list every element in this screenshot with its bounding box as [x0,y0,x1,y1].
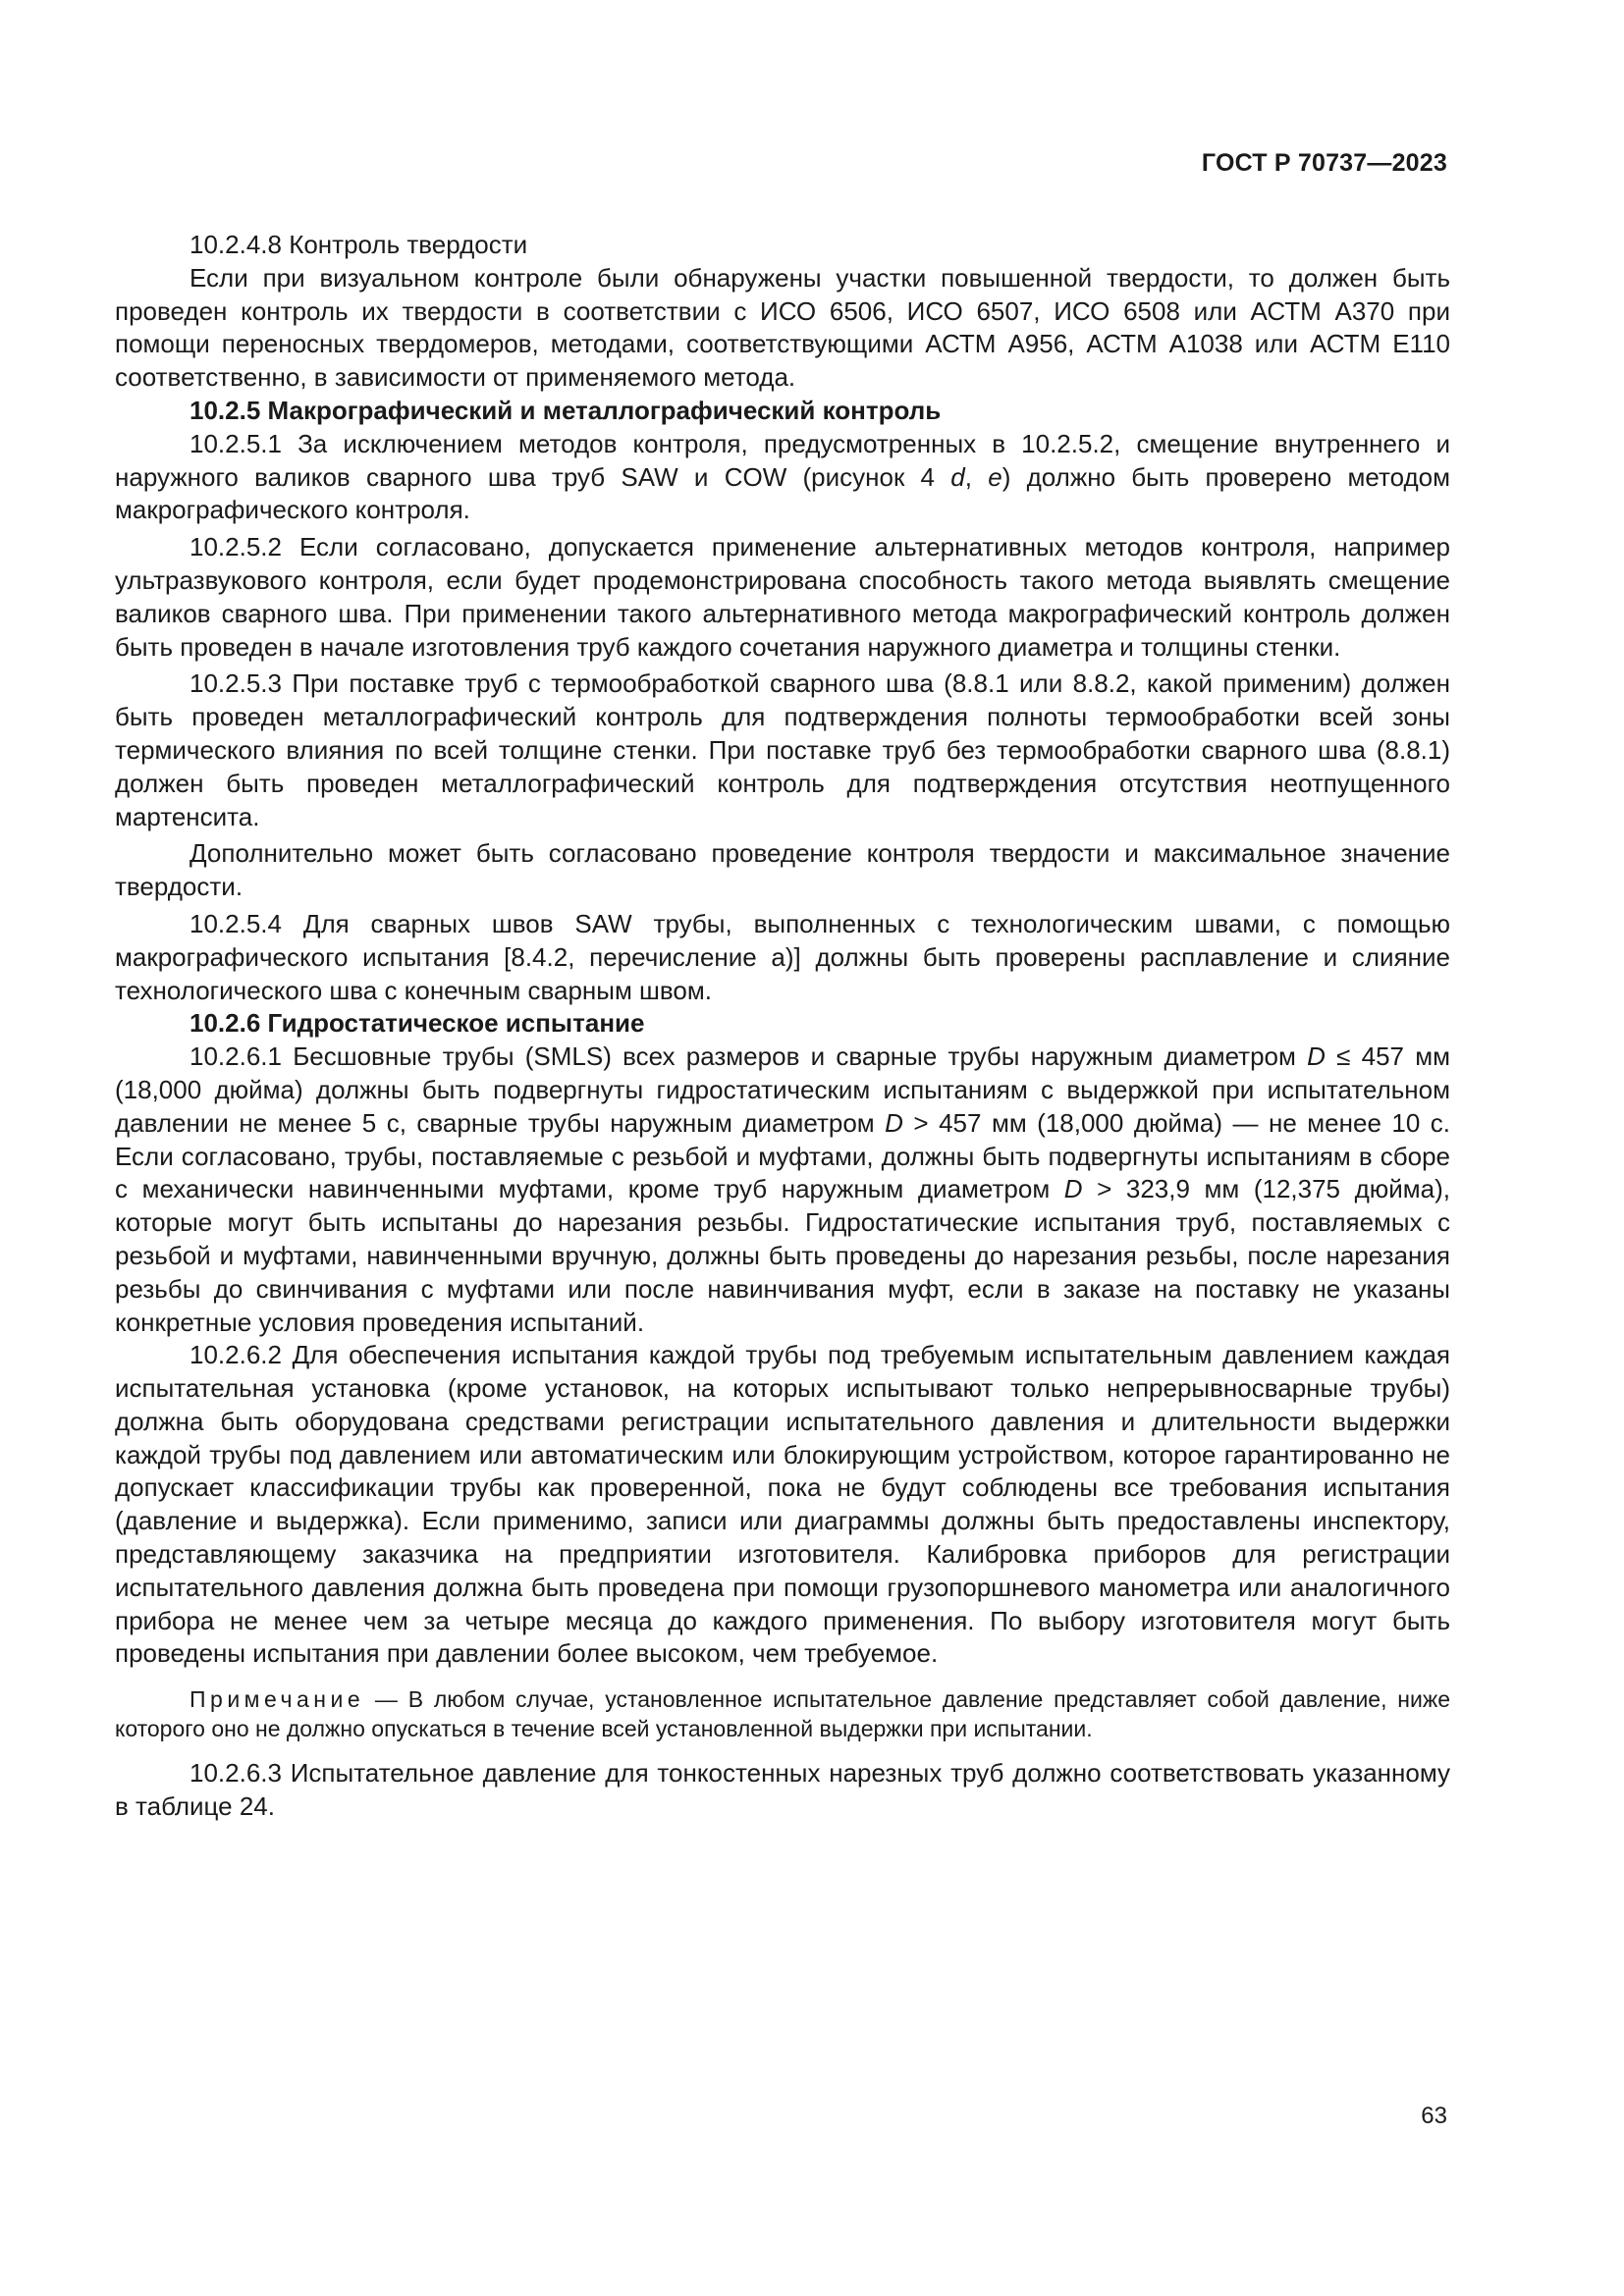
clause-text: , [964,461,989,492]
clause-10-2-6-1 [115,1041,1450,1339]
clause-text: > 457 мм (18,000 дюйма) — не менее 10 с. Если согласовано, трубы, поставляемые с резьбой и муфтами, должны быть подвергнуты испытаниям в сборе с механически навинченными муфтами, кроме труб наружным диаметром [115,1107,1451,1204]
clause-text: 10.2.6.1 Бесшовные трубы (SMLS) всех размеров и сварные трубы наружным диаметром [189,1041,1308,1072]
section-10-2-6-heading: 10.2.6 Гидростатическое испытание [189,1008,645,1039]
clause-10-2-6-2: 10.2.6.2 Для обеспечения испытания каждой трубы под требуемым испытательным давлением каждая испытательная установка (кроме установок, на которых испытывают только непрерывносварные трубы) должна быть оборудована средствами регистрации испытательного давления и длительности выдержки каждой трубы под давлением или автоматическим или блокирующим устройством, которое гарантированно не допускает классификации трубы как проверенной, пока не будут соблюдены все требования испытания (давление и выдержка). Если применимо, записи или диаграммы должны быть предоставлены инспектору, представляющему заказчика на предприятии изготовителя. Калибровка приборов для регистрации испытательного давления должна быть проведена при помощи грузопоршневого манометра или аналогичного прибора не менее чем за четыре месяца до каждого применения. По выбору изготовителя могут быть проведены испытания при давлении более высоком, чем требуемое. [115,1340,1450,1669]
clause-10-2-5-4: 10.2.5.4 Для сварных швов SAW трубы, выполненных с технологическим швами, с помощью макрографического испытания [8.4.2, перечисление а)] должны быть проверены расплавление и слияние технологического шва с конечным сварным швом. [115,908,1450,1005]
document-body [115,229,1450,1824]
diameter-symbol: D [1307,1041,1326,1072]
clause-text: ) должно быть проверено методом макрографического контроля. [115,461,1450,525]
note-text: — В любом случае, установленное испытательное давление представляет собой давление, ниже которого оно не должно опускаться в течение всей установленной выдержки при испытании. [115,1686,1450,1742]
clause-text: 10.2.5.1 За исключением методов контроля, предусмотренных в 10.2.5.2, смещение внутреннего и наружного валиков сварного шва труб SAW и COW (рисунок 4 [115,428,1450,492]
note [115,1684,1450,1743]
figure-variable: d [950,461,965,492]
diameter-symbol: D [885,1107,903,1138]
clause-10-2-6-3: 10.2.6.3 Испытательное давление для тонкостенных нарезных труб должно соответствовать указанному в таблице 24. [115,1758,1450,1822]
clause-text: > 323,9 мм (12,375 дюйма), которые могут быть испытаны до нарезания резьбы. Гидростатические испытания труб, поставляемых с резьбой и муфтами, навинченными вручную, должны быть проведены до нарезания резьбы, после нарезания резьбы до свинчивания с муфтами или после навинчивания муфт, если в заказе на поставку не указаны конкретные условия проведения испытаний. [115,1174,1450,1337]
clause-10-2-5-2: 10.2.5.2 Если согласовано, допускается применение альтернативных методов контроля, например ультразвукового контроля, если будет продемонстрирована способность такого метода выявлять смещение валиков сварного шва. При применении такого альтернативного метода макрографический контроль должен быть проведен в начале изготовления труб каждого сочетания наружного диаметра и толщины стенки. [115,532,1450,662]
clause-10-2-4-8-text: Если при визуальном контроле были обнаружены участки повышенной твердости, то должен быть проведен контроль их твердости в соответствии с ИСО 6506, ИСО 6507, ИСО 6508 или АСТМ А370 при помощи переносных твердомеров, методами, соответствующими АСТМ А956, АСТМ А1038 или АСТМ Е110 соответственно, в зависимости от применяемого метода. [115,262,1450,393]
figure-variable: e [988,461,1002,492]
section-10-2-5-heading: 10.2.5 Макрографический и металлографический контроль [189,395,942,425]
clause-10-2-5-1 [115,428,1450,527]
clause-text: ≤ 457 мм (18,000 дюйма) должны быть подвергнуты гидростатическим испытаниям с выдержкой при испытательном давлении не менее 5 с, сварные трубы наружным диаметром [115,1041,1450,1138]
clause-10-2-5-3: 10.2.5.3 При поставке труб с термообработкой сварного шва (8.8.1 или 8.8.2, какой применим) должен быть проведен металлографический контроль для подтверждения полноты термообработки всей зоны термического влияния по всей толщине стенки. При поставке труб без термообработки сварного шва (8.8.1) должен быть проведен металлографический контроль для подтверждения отсутствия неотпущенного мартенсита. [115,668,1450,831]
clause-10-2-4-8-title: 10.2.4.8 Контроль твердости [189,230,528,259]
clause-10-2-5-3-addition: Дополнительно может быть согласовано проведение контроля твердости и максимальное значение твердости. [115,838,1450,902]
standard-number: ГОСТ Р 70737—2023 [1201,149,1447,177]
document-header [1202,149,1447,178]
note-label: Примечание [189,1686,365,1713]
page-number: 63 [1421,2103,1447,2129]
diameter-symbol: D [1063,1174,1083,1204]
